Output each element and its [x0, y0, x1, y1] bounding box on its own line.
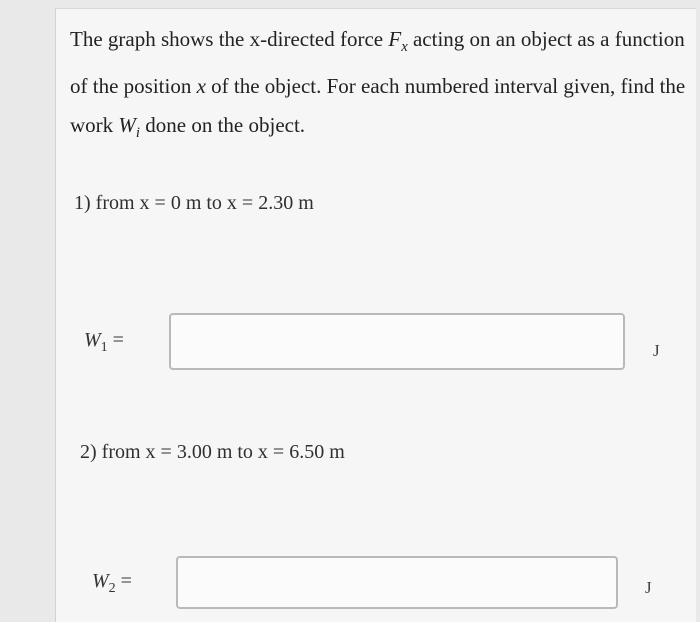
position-symbol: x: [196, 74, 206, 99]
answer-2-input[interactable]: [176, 556, 618, 609]
intro-text-2: acting on an object as a function of the position: [70, 27, 685, 99]
force-subscript: x: [401, 39, 408, 56]
answer-2-symbol: W: [92, 570, 109, 592]
answer-2-subscript: 2: [108, 581, 116, 596]
answer-1-label: [84, 329, 124, 356]
intro-text-3: of the object. For each numbered interval given, find the work: [70, 74, 686, 138]
intro-text-4: done on the object.: [140, 113, 306, 138]
intro-text-1: The graph shows the x-directed force: [70, 27, 389, 51]
problem-statement: [70, 20, 690, 153]
work-subscript: i: [135, 125, 141, 142]
answer-1-input[interactable]: [169, 313, 625, 370]
answer-1-equals: =: [107, 329, 124, 351]
question-1-prompt: 1) from x = 0 m to x = 2.30 m: [74, 192, 314, 214]
answer-2-unit: J: [645, 578, 652, 597]
answer-1-unit: J: [653, 341, 660, 360]
answer-2-label: [92, 570, 132, 597]
question-2-prompt: 2) from x = 3.00 m to x = 6.50 m: [80, 441, 345, 463]
answer-1-subscript: 1: [100, 340, 108, 355]
work-symbol: W: [118, 113, 136, 138]
force-symbol: F: [388, 27, 402, 51]
answer-2-equals: =: [115, 570, 132, 592]
answer-1-symbol: W: [84, 329, 101, 351]
